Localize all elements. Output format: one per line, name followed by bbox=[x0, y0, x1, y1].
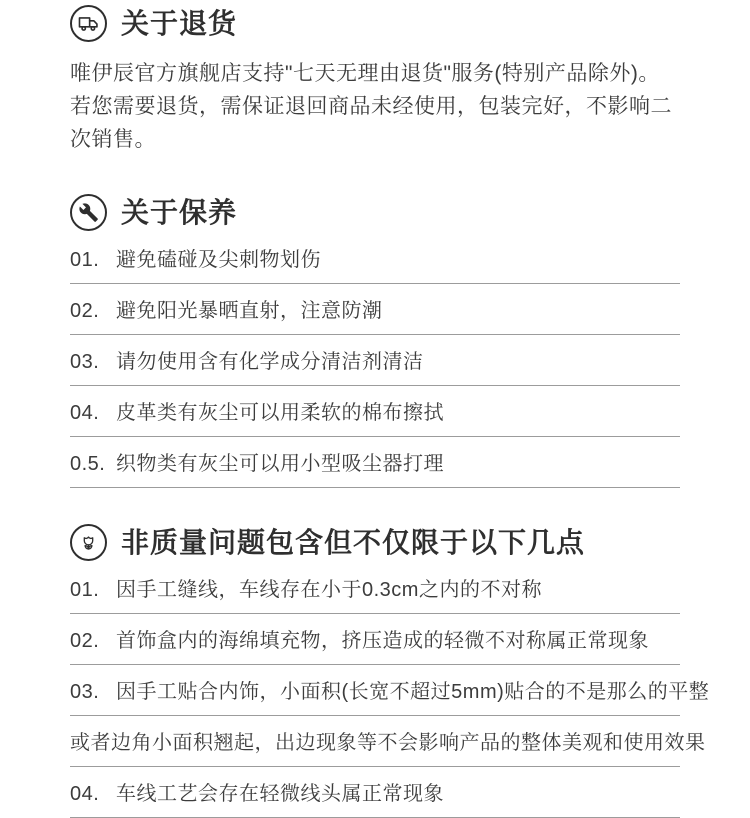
item-number: 02. bbox=[70, 300, 100, 322]
item-text: 因手工缝线，车线存在小于0.3cm之内的不对称 bbox=[116, 579, 542, 601]
care-header bbox=[70, 194, 680, 231]
list-item-continuation bbox=[70, 716, 706, 767]
care-section bbox=[70, 194, 680, 488]
non-quality-list bbox=[70, 563, 710, 818]
truck-icon bbox=[70, 5, 107, 42]
item-number: 01. bbox=[70, 249, 100, 271]
item-number: 04. bbox=[70, 783, 100, 805]
item-text: 避免磕碰及尖刺物划伤 bbox=[116, 249, 321, 271]
list-item bbox=[70, 437, 680, 488]
wrench-icon bbox=[70, 194, 107, 231]
flower-icon bbox=[70, 524, 107, 561]
item-text: 因手工贴合内饰，小面积(长宽不超过5mm)贴合的不是那么的平整 bbox=[116, 681, 710, 703]
item-text: 织物类有灰尘可以用小型吸尘器打理 bbox=[116, 453, 444, 475]
item-text: 或者边角小面积翘起，出边现象等不会影响产品的整体美观和使用效果 bbox=[70, 732, 706, 754]
item-text: 请勿使用含有化学成分清洁剂清洁 bbox=[116, 351, 424, 373]
item-number: 03. bbox=[70, 681, 100, 703]
list-item bbox=[70, 284, 680, 335]
item-text: 首饰盒内的海绵填充物，挤压造成的轻微不对称属正常现象 bbox=[116, 630, 649, 652]
care-title: 关于保养 bbox=[121, 196, 238, 228]
list-item bbox=[70, 233, 680, 284]
item-number: 03. bbox=[70, 351, 100, 373]
list-item bbox=[70, 563, 680, 614]
returns-title: 关于退货 bbox=[121, 7, 238, 39]
item-number: 04. bbox=[70, 402, 100, 424]
returns-policy-text: 唯伊辰官方旗舰店支持"七天无理由退货"服务(特别产品除外)。若您需要退货，需保证退回商品未经使用，包装完好，不影响二次销售。 bbox=[70, 62, 672, 151]
item-number: 0.5. bbox=[70, 453, 106, 475]
item-text: 皮革类有灰尘可以用柔软的棉布擦拭 bbox=[116, 402, 444, 424]
returns-section bbox=[70, 5, 680, 156]
list-item bbox=[70, 335, 680, 386]
non-quality-title: 非质量问题包含但不仅限于以下几点 bbox=[121, 526, 586, 558]
returns-header bbox=[70, 5, 680, 42]
item-number: 02. bbox=[70, 630, 100, 652]
item-number: 01. bbox=[70, 579, 100, 601]
care-list bbox=[70, 233, 680, 488]
item-text: 避免阳光暴晒直射，注意防潮 bbox=[116, 300, 383, 322]
non-quality-header bbox=[70, 524, 680, 561]
list-item bbox=[70, 767, 680, 818]
list-item bbox=[70, 665, 710, 716]
item-text: 车线工艺会存在轻微线头属正常现象 bbox=[116, 783, 444, 805]
list-item bbox=[70, 614, 680, 665]
non-quality-section bbox=[70, 524, 710, 818]
list-item bbox=[70, 386, 680, 437]
